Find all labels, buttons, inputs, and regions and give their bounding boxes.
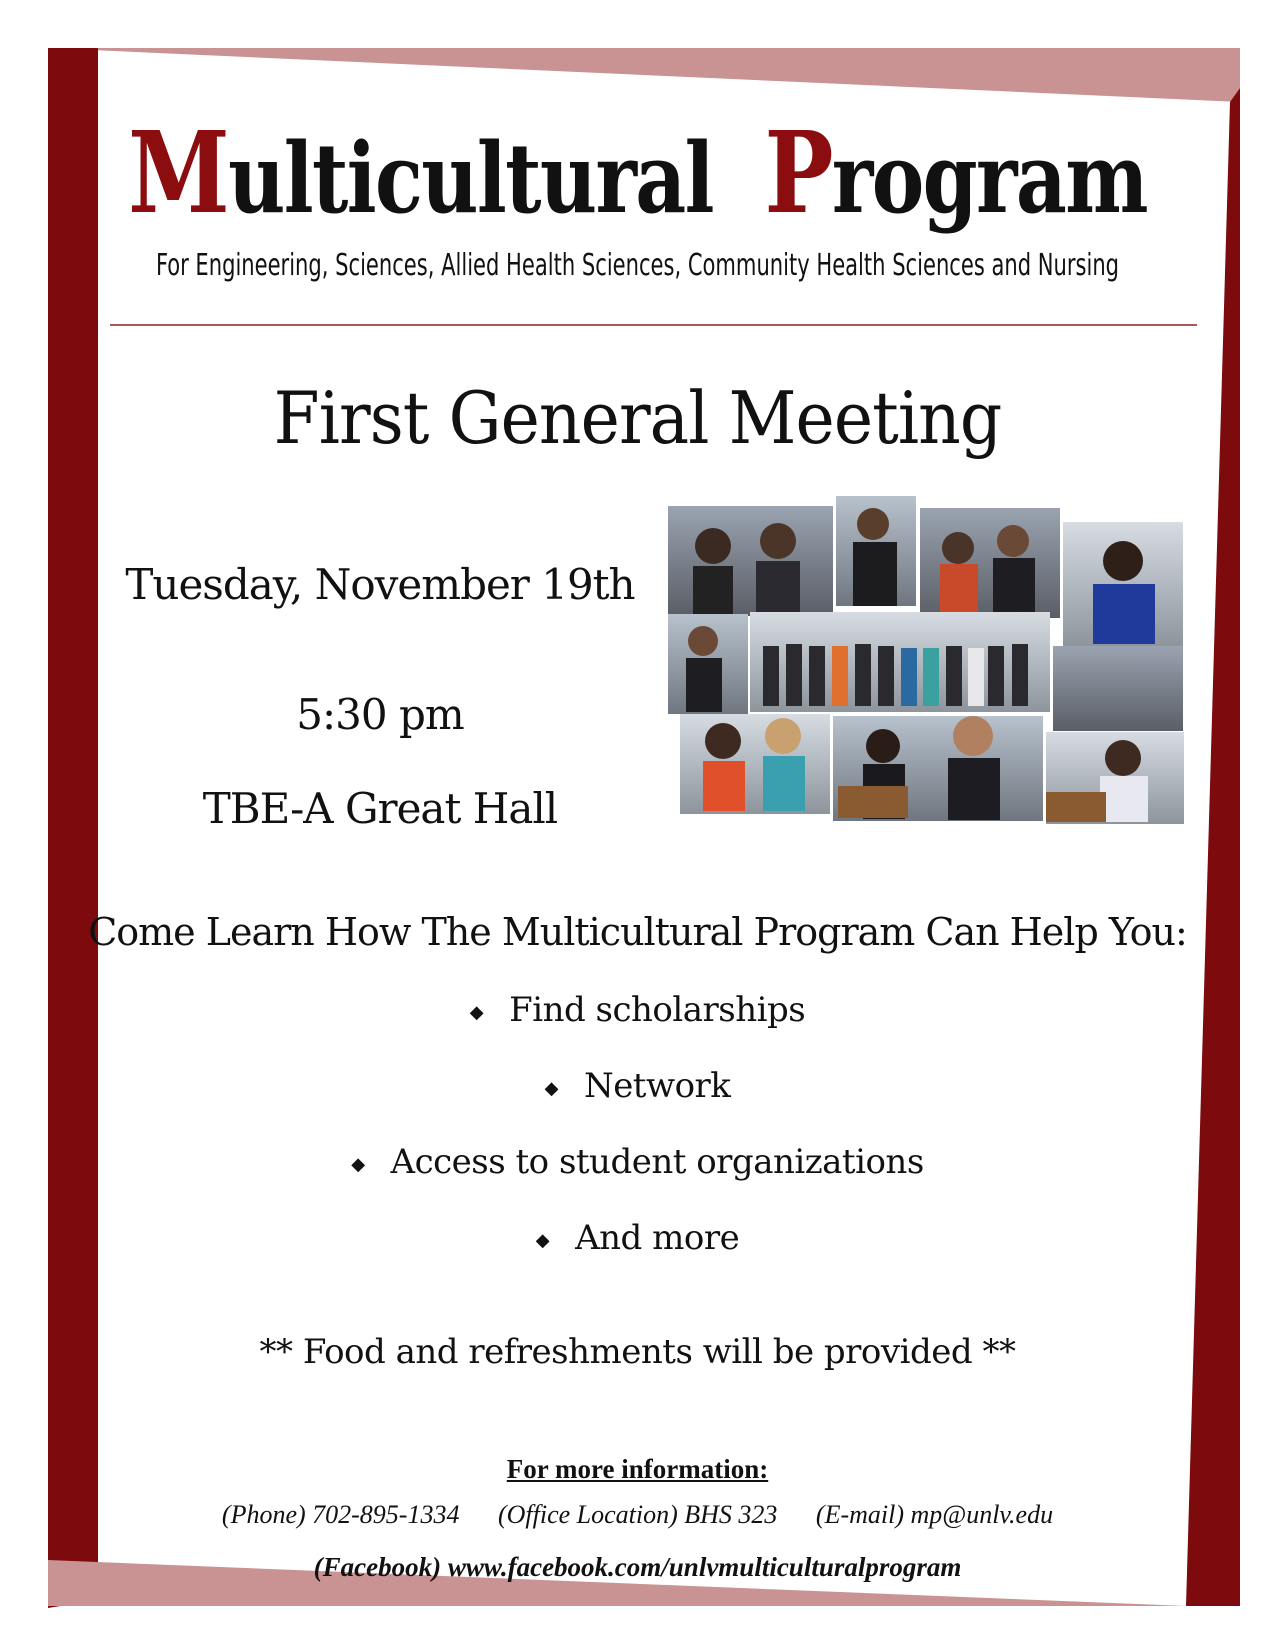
refreshments-note: ** Food and refreshments will be provided ** [259, 1332, 1016, 1372]
contact-office: (Office Location) BHS 323 [497, 1500, 778, 1529]
left-band [48, 48, 98, 1608]
program-title [115, 108, 1161, 239]
title-initial-m: M [128, 108, 229, 239]
contact-facebook[interactable]: (Facebook) www.facebook.com/unlvmulticulturalprogram [313, 1552, 962, 1582]
contact-line [0, 1500, 1275, 1530]
event-location: TBE-A Great Hall [202, 784, 558, 833]
benefit-label: Access to student organizations [390, 1142, 924, 1182]
benefit-label: Network [583, 1066, 731, 1106]
diamond-bullet-icon: ◆ [351, 1153, 365, 1175]
diamond-bullet-icon: ◆ [535, 1229, 550, 1251]
event-date: Tuesday, November 19th [125, 560, 635, 609]
header-divider [110, 324, 1197, 326]
benefit-item [0, 1066, 1275, 1106]
contact-email[interactable]: (E-mail) mp@unlv.edu [815, 1500, 1054, 1529]
meeting-heading: First General Meeting [273, 376, 1002, 460]
benefit-item [0, 990, 1275, 1030]
diamond-bullet-icon: ◆ [469, 1001, 484, 1023]
title-word-2: rogram [831, 122, 1147, 235]
collage-photo-1 [668, 506, 833, 616]
photo-collage-graphic [668, 496, 1188, 846]
benefit-label: And more [575, 1218, 740, 1258]
diamond-bullet-icon: ◆ [544, 1077, 558, 1099]
top-band [48, 48, 1240, 102]
collage-photo-7 [1053, 646, 1183, 731]
benefit-label: Find scholarships [509, 990, 806, 1030]
benefit-item [0, 1218, 1275, 1258]
event-time: 5:30 pm [296, 690, 464, 739]
title-initial-p: P [764, 108, 832, 239]
title-word-1: ulticultural [228, 122, 713, 235]
program-subtitle: For Engineering, Sciences, Allied Health Sciences, Community Health Sciences and Nursing [155, 248, 1120, 283]
photo-collage [668, 496, 1188, 846]
right-band [1186, 88, 1240, 1606]
benefit-item [0, 1142, 1275, 1182]
benefits-heading: Come Learn How The Multicultural Program Can Help You: [88, 910, 1187, 954]
collage-photo-8 [680, 714, 830, 814]
more-info-heading: For more information: [506, 1454, 769, 1484]
contact-phone: (Phone) 702-895-1334 [221, 1500, 460, 1529]
